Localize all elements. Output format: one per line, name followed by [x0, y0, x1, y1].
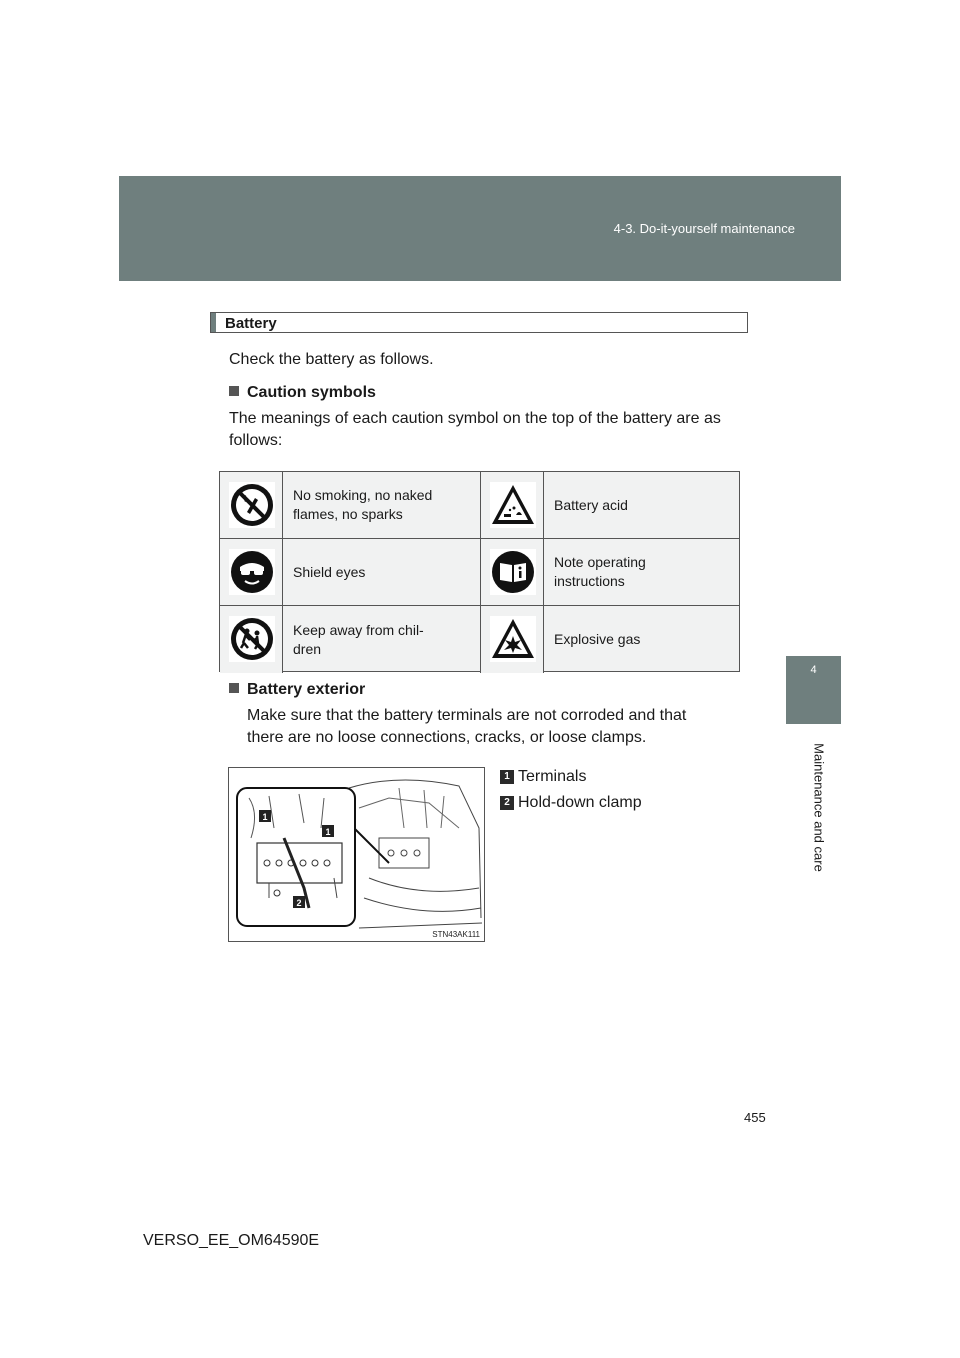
- callout-list: [500, 764, 642, 816]
- chapter-title-vertical: [813, 732, 825, 882]
- caution-symbols-heading: [229, 384, 376, 402]
- explosive-gas-icon: [481, 606, 544, 673]
- symbol-label: Keep away from chil-: [293, 621, 424, 638]
- callout-number: 1: [500, 770, 514, 784]
- symbol-label: dren: [293, 640, 322, 657]
- caution-symbols-description: [229, 408, 721, 452]
- square-bullet-icon: [229, 386, 239, 396]
- explosive-gas-text: [544, 606, 739, 673]
- exterior-description-line2: there are no loose connections, cracks, or loose clamps.: [247, 729, 647, 746]
- keep-away-children-icon: [220, 606, 283, 673]
- symbol-row: [220, 539, 739, 606]
- shield-eyes-text: [283, 539, 481, 605]
- shield-eyes-icon: [220, 539, 283, 605]
- battery-illustration: [228, 767, 485, 942]
- caution-description-line2: follows:: [229, 432, 283, 449]
- symbol-label: Note operating: [554, 554, 646, 570]
- symbol-label: No smoking, no naked: [293, 487, 433, 503]
- chapter-title: Maintenance and care: [811, 743, 827, 872]
- battery-exterior-heading: [229, 681, 365, 699]
- chapter-tab: [786, 656, 841, 724]
- operating-instructions-text: [544, 539, 739, 605]
- callout-label: Terminals: [518, 768, 587, 785]
- callout-hold-down-clamp: [500, 790, 642, 816]
- callout-terminals: [500, 764, 642, 790]
- no-smoking-icon: [220, 472, 283, 538]
- caution-symbol-table: [219, 471, 740, 672]
- illustration-code: STN43AK111: [432, 930, 480, 939]
- callout-number: 2: [500, 796, 514, 810]
- callout-label: Hold-down clamp: [518, 794, 642, 811]
- no-smoking-text: [283, 472, 481, 538]
- symbol-label: Battery acid: [554, 496, 628, 513]
- svg-text:1: 1: [325, 827, 331, 837]
- header-section-title: 4-3. Do-it-yourself maintenance: [613, 221, 795, 236]
- symbol-label: flames, no sparks: [293, 506, 403, 522]
- svg-text:1: 1: [262, 812, 268, 822]
- section-heading: [210, 312, 748, 333]
- square-bullet-icon: [229, 683, 239, 693]
- exterior-description-line1: Make sure that the battery terminals are not corroded and that: [247, 707, 687, 724]
- section-intro: Check the battery as follows.: [229, 351, 434, 368]
- caution-description-line1: The meanings of each caution symbol on the top of the battery are as: [229, 410, 721, 427]
- battery-exterior-heading-text: Battery exterior: [247, 681, 366, 698]
- symbol-label: Explosive gas: [554, 631, 641, 647]
- section-heading-bar: [211, 313, 216, 332]
- symbol-row: [220, 606, 739, 673]
- svg-text:2: 2: [296, 898, 302, 908]
- battery-acid-text: [544, 472, 739, 538]
- keep-away-children-text: [283, 606, 481, 673]
- operating-instructions-icon: [481, 539, 544, 605]
- symbol-row: [220, 472, 739, 539]
- section-title: Battery: [225, 315, 277, 332]
- battery-acid-icon: [481, 472, 544, 538]
- symbol-label: instructions: [554, 573, 625, 589]
- document-code: VERSO_EE_OM64590E: [143, 1232, 320, 1249]
- battery-exterior-description: [247, 705, 745, 749]
- symbol-label: Shield eyes: [293, 563, 366, 580]
- engine-bay-drawing: [229, 768, 484, 941]
- caution-symbols-heading-text: Caution symbols: [247, 384, 376, 401]
- chapter-number: 4: [810, 664, 817, 676]
- header-bar: [119, 176, 841, 281]
- page-number: 455: [744, 1110, 766, 1125]
